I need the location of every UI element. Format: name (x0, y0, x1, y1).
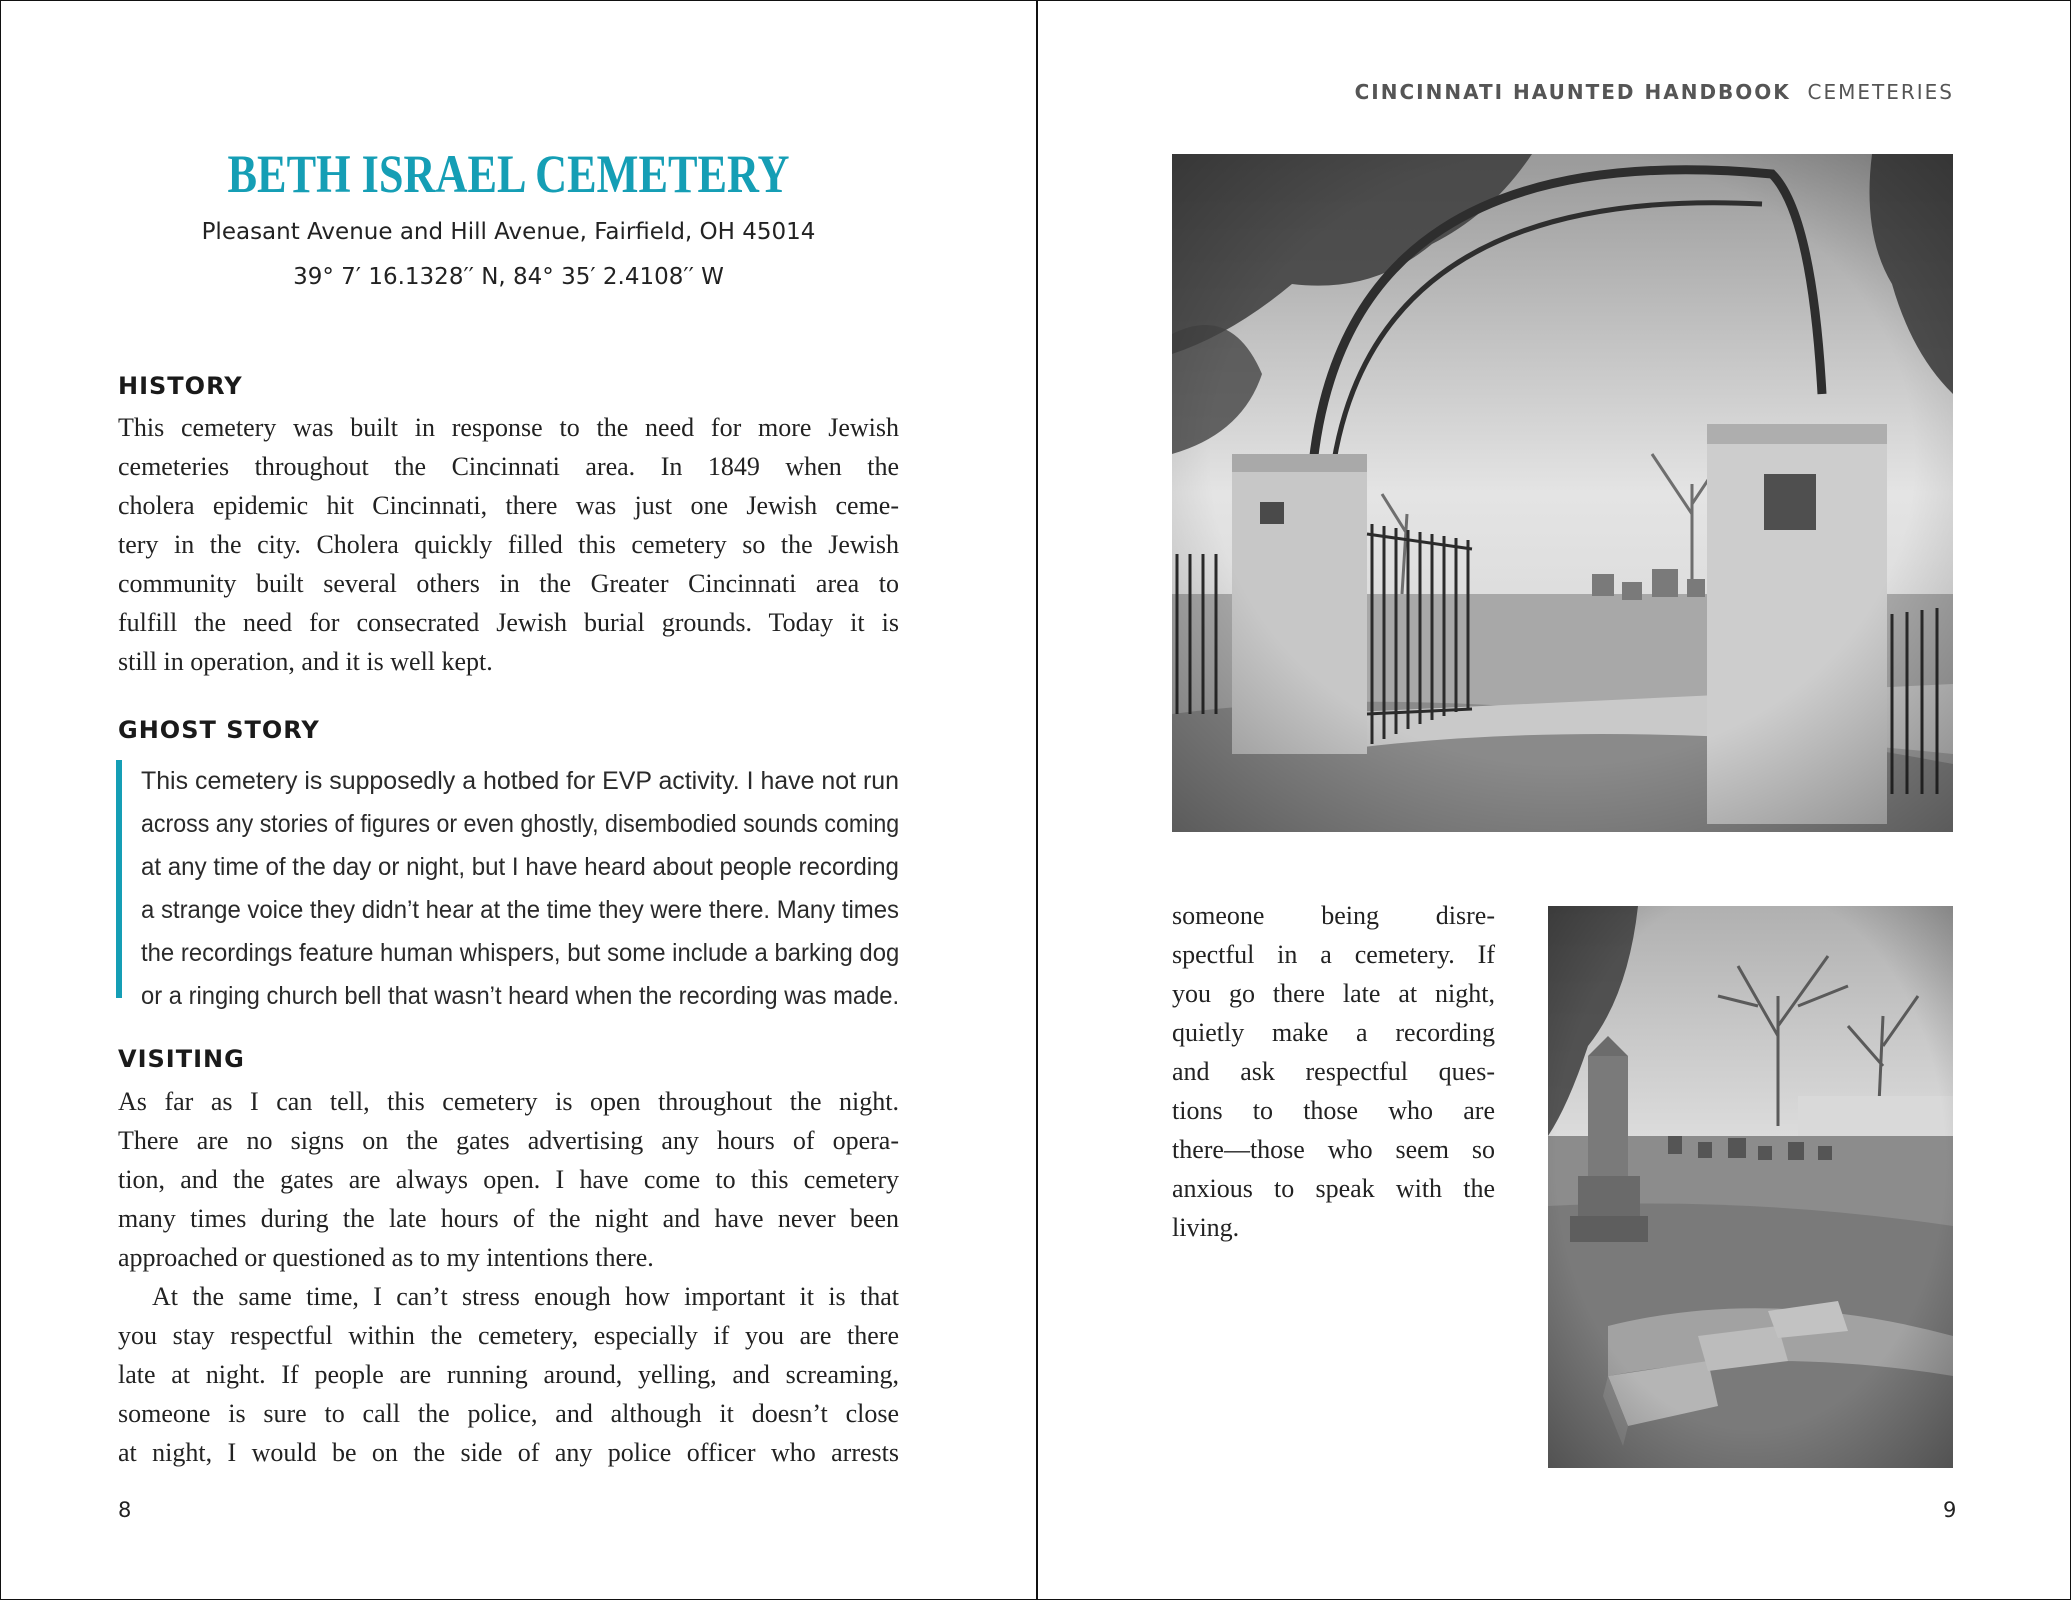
text-line: at night, I would be on the side of any police officer who arrests (118, 1438, 899, 1467)
text-line: the recordings feature human whispers, but some include a barking dog (141, 939, 900, 967)
text-line: This cemetery was built in response to the need for more Jewish (118, 413, 899, 442)
text-line: across any stories of figures or even ghostly, disembodied sounds coming (141, 810, 900, 838)
text-line: living. (1172, 1213, 1240, 1242)
cemetery-gate-photo (1172, 154, 1953, 832)
continued-text (1172, 896, 1495, 1247)
text-line: There are no signs on the gates advertising any hours of opera- (118, 1126, 899, 1155)
text-line: or a ringing church bell that wasn’t heard when the recording was made. (141, 982, 900, 1010)
address: Pleasant Avenue and Hill Avenue, Fairfield, OH 45014 (201, 219, 816, 245)
text-line: there—those who seem so (1172, 1135, 1495, 1164)
text-line: and ask respectful ques- (1172, 1057, 1495, 1086)
text-line: cholera epidemic hit Cincinnati, there was just one Jewish ceme- (118, 491, 899, 520)
history-heading: HISTORY (118, 372, 243, 400)
cemetery-title: BETH ISRAEL CEMETERY (227, 144, 790, 204)
visiting-heading: VISITING (118, 1045, 245, 1073)
text-line: community built several others in the Greater Cincinnati area to (118, 569, 899, 598)
page-number-right: 9 (1943, 1498, 1957, 1522)
text-line: approached or questioned as to my intentions there. (118, 1243, 654, 1272)
text-line: cemeteries throughout the Cincinnati area. In 1849 when the (118, 452, 899, 481)
text-line: late at night. If people are running around, yelling, and screaming, (118, 1360, 899, 1389)
page-gutter (1036, 0, 1038, 1600)
text-line: you go there late at night, (1172, 979, 1495, 1008)
text-line: at any time of the day or night, but I have heard about people recording (141, 853, 899, 881)
text-line: many times during the late hours of the night and have never been (118, 1204, 899, 1233)
coordinates: 39° 7′ 16.1328′′ N, 84° 35′ 2.4108′′ W (293, 264, 724, 290)
text-line: someone being disre- (1172, 901, 1495, 930)
text-line: a strange voice they didn’t hear at the time they were there. Many times (141, 896, 900, 924)
text-line: tion, and the gates are always open. I have come to this cemetery (118, 1165, 899, 1194)
text-line: This cemetery is supposedly a hotbed for EVP activity. I have not run (141, 767, 899, 795)
ghost-story-text (141, 760, 899, 1018)
history-text (118, 408, 899, 681)
visiting-text (118, 1082, 899, 1277)
page-number-left: 8 (118, 1498, 132, 1522)
text-line: fulfill the need for consecrated Jewish burial grounds. Today it is (118, 608, 899, 637)
running-head (1355, 80, 1954, 104)
running-head-book: CINCINNATI HAUNTED HANDBOOK (1354, 80, 1791, 104)
visiting-text-continued (118, 1277, 899, 1472)
text-line: you stay respectful within the cemetery, especially if you are there (118, 1321, 899, 1350)
running-head-section: CEMETERIES (1807, 80, 1954, 104)
text-line: spectful in a cemetery. If (1172, 940, 1495, 969)
text-line: anxious to speak with the (1172, 1174, 1495, 1203)
ghost-story-rule (116, 760, 122, 998)
text-line: As far as I can tell, this cemetery is open throughout the night. (118, 1087, 899, 1116)
ghost-story-heading: GHOST STORY (118, 716, 320, 744)
text-line: At the same time, I can’t stress enough how important it is that (152, 1282, 899, 1311)
text-line: quietly make a recording (1172, 1018, 1495, 1047)
text-line: still in operation, and it is well kept. (118, 647, 493, 676)
headstones-photo (1548, 906, 1953, 1468)
text-line: tions to those who are (1172, 1096, 1495, 1125)
text-line: tery in the city. Cholera quickly filled this cemetery so the Jewish (118, 530, 899, 559)
text-line: someone is sure to call the police, and although it doesn’t close (118, 1399, 899, 1428)
